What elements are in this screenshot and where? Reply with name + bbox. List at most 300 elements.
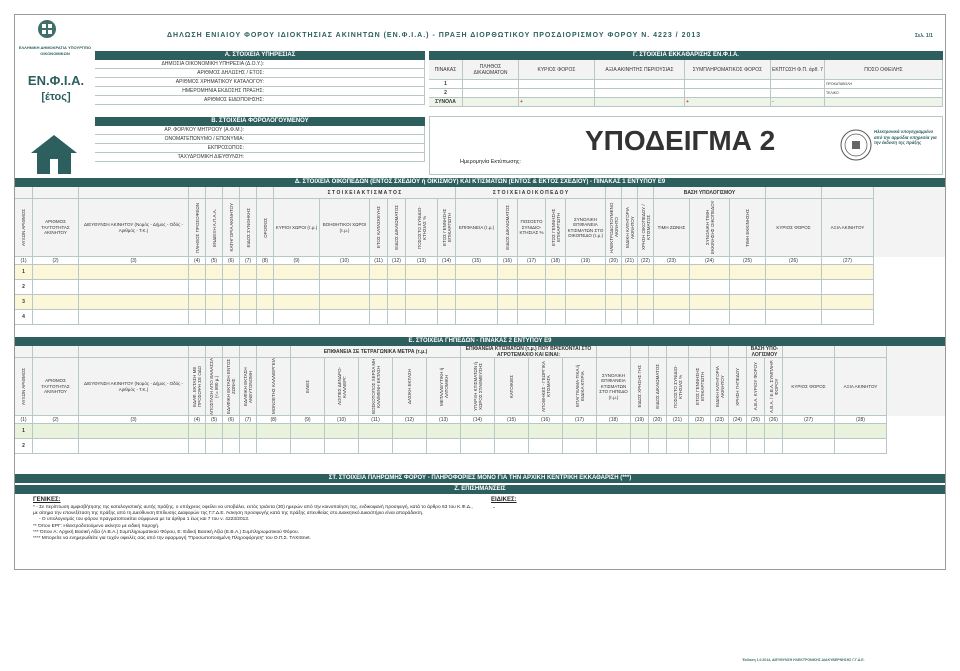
column-header: [747, 358, 765, 416]
note-item: **** Μπορείτε να ενημερωθείτε για τυχόν οφειλές σας από την εφαρμογή "Προσωποποιημένη Πληροφόρηση" του Ο.Π.Σ. TAXISnet.: [33, 536, 311, 542]
table-cell: [822, 310, 874, 325]
house-icon: [29, 133, 79, 175]
section-g-cell: [519, 80, 595, 89]
column-number: (9): [274, 257, 320, 265]
section-a-label: ΑΡΙΘΜΟΣ ΕΙΔΟΠΟΙΗΣΗΣ:: [95, 96, 265, 105]
column-header: [835, 358, 887, 416]
table-cell: [638, 310, 654, 325]
group-header-blank: [257, 346, 291, 358]
table-cell: [223, 424, 240, 439]
section-g-cell: [825, 98, 943, 107]
table-row: [15, 295, 945, 310]
table-row: [15, 265, 945, 280]
table-cell: [456, 295, 498, 310]
table-cell: [388, 295, 406, 310]
column-header: [690, 199, 730, 257]
table-cell: [370, 265, 388, 280]
minus-sign: -: [771, 98, 825, 107]
group-header-blank: [667, 346, 689, 358]
column-header: [766, 199, 822, 257]
section-b-value: [245, 153, 425, 162]
column-header: [461, 358, 495, 416]
table-cell: [33, 310, 79, 325]
group-header-blank: [33, 187, 79, 199]
group-header-blank: [79, 346, 189, 358]
column-number: (22): [638, 257, 654, 265]
table-cell: [747, 424, 765, 439]
column-header: [223, 199, 240, 257]
table-cell: [654, 295, 690, 310]
table-cell: [33, 280, 79, 295]
table-cell: [320, 280, 370, 295]
table-cell: [649, 424, 667, 439]
group-header: Σ Τ Ο Ι Χ Ε Ι Α Ο Ι Κ Ο Π Ε Δ Ο Υ: [456, 187, 606, 199]
column-header-label: ΛΟΙΠΕΣ ΔΕΝΔΡΟ-ΚΑΛΛΙΕΡΓ.: [336, 367, 347, 406]
column-header-label: ΕΙΔΟΣ ΣΥΝΘΗΚΗΣ: [245, 207, 251, 248]
column-header-label: ΕΝΔΕΙΞΗ Α.Π.Α.Α.: [211, 208, 217, 247]
table-row: [15, 439, 945, 454]
table-cell: [223, 310, 240, 325]
note-item: * - Σε περίπτωση αμφισβήτησης της καταλογιστικής αυτής πράξης, ο υπόχρεος οφείλει να υποβάλει, εντός τριάντα (30) ημερών από την κοινοποίηση της, ενδικοφανή προσφυγή, κατά το άρθρο 63 του Κ.Φ.Δ., με αίτημα την επανεξέταση της πράξης από τη Διεύθυνση Επίλυσης Διαφορών της Γ.Γ.Δ.Ε. Άσκηση προσφυγής κατά της πράξης απευθείας στο Διοικητικό Δικαστήριο είναι απαράδεκτη.: [33, 505, 473, 517]
table-cell: [649, 439, 667, 454]
column-header: [498, 199, 518, 257]
table-cell: [638, 295, 654, 310]
column-number: (16): [529, 416, 563, 424]
section-b-title: Β. ΣΤΟΙΧΕΙΑ ΦΟΡΟΛΟΓΟΥΜΕΝΟΥ: [95, 117, 425, 126]
section-a-rows: [95, 60, 425, 105]
table-cell: [388, 310, 406, 325]
section-g-cell: [771, 89, 825, 98]
column-header-label: ΔΙΕΥΘΥΝΣΗ ΑΚΙΝΗΤΟΥ (Νομός - Δήμος - Οδός - Αριθμός - Τ.Κ.): [83, 222, 184, 233]
column-header: [563, 358, 597, 416]
section-a-value: [265, 69, 425, 78]
group-header-row: [15, 346, 945, 358]
table-cell: [291, 424, 325, 439]
section-g-cell: [463, 89, 519, 98]
table-cell: [563, 424, 597, 439]
table-cell: [498, 265, 518, 280]
table-cell: [320, 265, 370, 280]
table-cell: [498, 280, 518, 295]
ministry-name: ΕΛΛΗΝΙΚΗ ΔΗΜΟΚΡΑΤΙΑ ΥΠΟΥΡΓΕΙΟ ΟΙΚΟΝΟΜΙΚΩΝ: [18, 45, 92, 56]
table-cell: [495, 439, 529, 454]
column-header: [257, 358, 291, 416]
group-header-blank: [729, 346, 747, 358]
column-header: [456, 199, 498, 257]
column-number: (26): [765, 416, 783, 424]
table-cell: [257, 295, 274, 310]
row-number: 2: [15, 280, 33, 295]
table-cell: [765, 424, 783, 439]
column-header-label: ΑΠΟΣΤΑΣΗ ΑΠΟ ΘΑΛΑΣΣΑ (<= 800 μ.): [209, 358, 219, 415]
column-number: (23): [711, 416, 729, 424]
column-number: (22): [689, 416, 711, 424]
column-header-label: ΕΔΑΦΙΚΗ ΕΚΤΑΣΗ ΑΝΕΥΤΟΝΟΜΗ: [243, 367, 253, 406]
column-header: [33, 358, 79, 416]
table-cell: [240, 424, 257, 439]
column-header-label: ΣΥΝΟΛΙΚΗ ΤΙΜΗ ΕΚΚΙΝΗΣΗΣ ΟΙΚΟΠΕΔΟΥ: [704, 200, 715, 255]
section-a-title: Α. ΣΤΟΙΧΕΙΑ ΥΠΗΡΕΣΙΑΣ: [95, 51, 425, 60]
table-cell: [438, 295, 456, 310]
table-cell: [79, 280, 189, 295]
table-cell: [822, 280, 874, 295]
column-number: (10): [320, 257, 370, 265]
table-cell: [606, 265, 622, 280]
table-cell: [206, 295, 223, 310]
table-cell: [189, 280, 206, 295]
special-notes-value: -: [493, 505, 495, 511]
table-cell: [747, 439, 765, 454]
column-header-label: ΠΛΗΘΟΣ ΠΡΟΣΟΨΕΩΝ: [194, 202, 200, 253]
column-header-label: ΔΑΣΙΚΗ ΕΚΤΑΣΗ: [407, 369, 412, 404]
sample-watermark: ΥΠΟΔΕΙΓΜΑ 2: [585, 125, 776, 156]
group-header: ΕΠΙΦΑΝΕΙΑ ΚΤΙΣΜΑΤΩΝ (τ.μ.) ΠΟΥ ΒΡΙΣΚΟΝΤΑΙ ΣΤΟ ΑΓΡΟΤΕΜΑΧΙΟ ΚΑΙ ΕΙΝΑΙ:: [461, 346, 597, 358]
footer-version: Έκδοση 1.0.2014, ΔΙΕΥΘΥΝΣΗ ΗΛΕΚΤΡΟΝΙΚΗΣ ΔΙΑΚΥΒΕΡΝΗΣΗΣ Γ.Γ.Δ.Ε.: [742, 658, 865, 662]
table-row: [15, 280, 945, 295]
table-cell: [566, 295, 606, 310]
section-g-cell: [519, 89, 595, 98]
table-cell: [388, 280, 406, 295]
column-header-label: ΕΙΔΟΣ ΔΙΚΑΙΩΜΑΤΟΣ: [655, 364, 660, 409]
column-header-row: [15, 358, 945, 416]
column-header: [274, 199, 320, 257]
group-header-blank: [223, 346, 240, 358]
column-header: [223, 358, 240, 416]
column-header: [79, 199, 189, 257]
table-cell: [206, 265, 223, 280]
column-number: (25): [730, 257, 766, 265]
table-cell: [667, 424, 689, 439]
section-e-table: [15, 346, 945, 454]
table-cell: [206, 310, 223, 325]
table-cell: [257, 424, 291, 439]
tax-document: [14, 14, 946, 570]
section-b-value: [245, 135, 425, 144]
column-header-label: ΑΞΙΑ ΑΚΙΝΗΤΟΥ: [830, 224, 865, 230]
table-cell: [189, 310, 206, 325]
column-header-label: ΚΥΡΙΟΣ ΦΟΡΟΣ: [776, 224, 811, 230]
column-number: (13): [406, 257, 438, 265]
column-header: [546, 199, 566, 257]
table-cell: [393, 424, 427, 439]
year-label: [έτος]: [41, 91, 71, 103]
table-cell: [257, 310, 274, 325]
column-header-label: ΚΑΤΟΙΚΙΕΣ: [509, 374, 514, 399]
column-number: (5): [206, 257, 223, 265]
column-header: [529, 358, 563, 416]
column-header: [822, 199, 874, 257]
column-header-label: ΑΡΙΘΜΟΣ ΤΑΥΤΟΤΗΤΑΣ ΑΚΙΝΗΤΟΥ: [41, 219, 70, 236]
section-g-cell: [595, 80, 685, 89]
group-header-blank: [822, 187, 874, 199]
column-header: [765, 358, 783, 416]
table-cell: [566, 310, 606, 325]
table-cell: [33, 439, 79, 454]
column-header: [783, 358, 835, 416]
section-b-value: [245, 126, 425, 135]
group-header-blank: [15, 346, 33, 358]
table-cell: [461, 439, 495, 454]
plus-sign: +: [685, 98, 771, 107]
column-header-label: ΧΡΗΣΗ ΓΗΠΕΔΟΥ: [735, 367, 740, 406]
table-cell: [370, 280, 388, 295]
section-g-col: ΣΥΜΠΛΗΡΩΜΑΤΙΚΟΣ ΦΟΡΟΣ: [685, 60, 771, 80]
group-header-blank: [638, 187, 654, 199]
table-cell: [406, 295, 438, 310]
table-cell: [546, 295, 566, 310]
group-header: Σ Τ Ο Ι Χ Ε Ι Α Κ Τ Ι Σ Μ Α Τ Ο Σ: [274, 187, 456, 199]
section-a-value: [265, 78, 425, 87]
column-number: (2): [33, 257, 79, 265]
column-number: (2): [33, 416, 79, 424]
column-header: [15, 199, 33, 257]
column-header-label: ΧΡΗΣΗ ΟΙΚΟΠΕΔΟΥ / ΚΤΙΣΜΑΤΟΣ: [640, 204, 651, 251]
column-number: (14): [461, 416, 495, 424]
section-b-label: ΑΡ. ΦΟΡ/ΚΟΥ ΜΗΤΡΩΟΥ (Α.Φ.Μ.):: [95, 126, 245, 135]
column-header-label: ΕΔΑΦΙΚΗ ΕΚΤΑΣΗ ΕΝΤΟΣ ΖΩΝΗΣ: [226, 358, 236, 415]
table-cell: [766, 295, 822, 310]
column-number: (24): [729, 416, 747, 424]
note-item: *** Όπου Α: Αρχική Βασική Αξία (Α.Β.Α.) Συμπληρωματικού Φόρου, Ε: Ειδική Βασική Αξία (Ε.Β.Α.) Συμπληρωματικού Φόρου.: [33, 529, 299, 535]
column-header-label: ΠΟΣΟΣΤΟ ΣΥΝΙΔΙΟ-ΚΤΗΣΙΑΣ %: [416, 206, 427, 249]
column-number: (10): [325, 416, 359, 424]
table-cell: [566, 280, 606, 295]
column-header-label: Α.Β.Α. ΚΥΡΙΟΥ ΦΟΡΟΥ: [753, 362, 758, 411]
column-header-label: ΕΙΔΟΣ ΔΙΚΑΙΩΜΑΤΟΣ: [394, 205, 399, 250]
group-header: ΕΠΙΦΑΝΕΙΑ ΣΕ ΤΕΤΡΑΓΩΝΙΚΑ ΜΕΤΡΑ (τ.μ.): [291, 346, 461, 358]
section-a-value: [265, 60, 425, 69]
column-header: [711, 358, 729, 416]
table-cell: [783, 439, 835, 454]
column-number: (7): [240, 257, 257, 265]
table-cell: [597, 439, 631, 454]
table-cell: [518, 295, 546, 310]
table-cell: [498, 295, 518, 310]
column-header: [427, 358, 461, 416]
page-title: ΔΗΛΩΣΗ ΕΝΙΑΙΟΥ ΦΟΡΟΥ ΙΔΙΟΚΤΗΣΙΑΣ ΑΚΙΝΗΤΩΝ (ΕΝ.Φ.Ι.Α.) - ΠΡΑΞΗ ΔΙΟΡΘΩΤΙΚΟΥ ΠΡΟΣΔΙΟΡΙΣΜΟΥ ΦΟΡΟΥ Ν. 4223 / 2013: [167, 32, 702, 39]
column-header: [189, 199, 206, 257]
table-cell: [206, 424, 223, 439]
row-number: 1: [15, 424, 33, 439]
column-number: (8): [257, 416, 291, 424]
section-g-col: ΠΛΗΘΟΣ ΔΙΚΑΙΩΜΑΤΩΝ: [463, 60, 519, 80]
column-number: (20): [606, 257, 622, 265]
table-cell: [606, 280, 622, 295]
table-cell: [406, 280, 438, 295]
table-cell: [240, 280, 257, 295]
column-number: (3): [79, 257, 189, 265]
table-cell: [406, 265, 438, 280]
group-header-blank: [189, 346, 206, 358]
table-cell: [667, 439, 689, 454]
column-header-label: ΒΟΗΘΗΤΙΚΟΙ ΧΩΡΟΙ (τ.μ.): [322, 222, 367, 233]
table-cell: [359, 439, 393, 454]
group-header-blank: [783, 346, 835, 358]
column-header-label: ΣΥΝΟΛΙΚΗ ΕΠΙΦΑΝΕΙΑ ΚΤΙΣΜΑΤΩΝ ΣΤΟ ΟΙΚΟΠΕΔΟ (τ.μ.): [567, 216, 604, 238]
column-header: [325, 358, 359, 416]
general-notes: [33, 505, 473, 542]
seal-note: Ηλεκτρονικά υπογεγραμμένο από την αρμόδια υπηρεσία για την έκδοση της πράξης: [874, 129, 937, 145]
column-number: (4): [189, 257, 206, 265]
group-header-blank: [622, 187, 638, 199]
column-number: (20): [649, 416, 667, 424]
column-header-label: ΚΑΤΗΓΟΡΙΑ ΑΚΙΝΗΤΟΥ: [228, 203, 234, 252]
column-number: (11): [359, 416, 393, 424]
table-cell: [622, 265, 638, 280]
section-b-label: ΕΚΠΡΟΣΩΠΟΣ:: [95, 144, 245, 153]
table-cell: [406, 310, 438, 325]
table-cell: [274, 265, 320, 280]
column-header-label: ΥΠΑΡΞΗ ΚΤΙΣΜΑΤΩΝ ή ΧΩΡΟΣ ΣΤΑΘΜΕΥΣΗΣ: [472, 362, 483, 411]
column-header: [240, 358, 257, 416]
table-cell: [291, 439, 325, 454]
table-cell: [766, 265, 822, 280]
column-number: (1): [15, 416, 33, 424]
column-header: [730, 199, 766, 257]
table-cell: [257, 439, 291, 454]
table-cell: [518, 265, 546, 280]
table-cell: [79, 265, 189, 280]
column-number: (18): [597, 416, 631, 424]
page-number: Σελ. 1/1: [915, 33, 933, 39]
column-number-row: [15, 257, 945, 265]
table-cell: [606, 295, 622, 310]
section-d-table: [15, 187, 945, 325]
table-cell: [622, 295, 638, 310]
group-header-blank: [223, 187, 240, 199]
column-header: [320, 199, 370, 257]
column-header-label: ΜΕΤΑΛΛΕΥΤΙΚΗ ή ΛΑΤΟΜΙΚΗ: [438, 367, 449, 406]
column-header: [206, 358, 223, 416]
table-cell: [729, 439, 747, 454]
table-cell: [240, 439, 257, 454]
note-item: ** Όπου ΕΡΓ: Ηλεκτροδοτούμενο ακίνητο με ειδική παροχή.: [33, 523, 160, 529]
group-header-blank: [15, 187, 33, 199]
column-header: [79, 358, 189, 416]
column-number: (8): [257, 257, 274, 265]
table-cell: [690, 265, 730, 280]
table-cell: [730, 280, 766, 295]
group-header-blank: [631, 346, 649, 358]
column-number: (13): [427, 416, 461, 424]
table-cell: [690, 280, 730, 295]
table-cell: [518, 310, 546, 325]
section-g-col: ΚΥΡΙΟΣ ΦΟΡΟΣ: [519, 60, 595, 80]
column-header: [189, 358, 206, 416]
table-cell: [766, 280, 822, 295]
table-cell: [189, 295, 206, 310]
column-header-label: ΠΟΣΟΣΤΟ ΣΥΝΙΔΙΟ-ΚΤΗΣΙΑΣ %: [672, 365, 683, 408]
table-cell: [456, 310, 498, 325]
column-header-row: [15, 199, 945, 257]
group-header-blank: [835, 346, 887, 358]
column-header-label: ΒΟΣΚΟΤΟΠΟΣ ΧΕΡΣΑ ΜΗ ΚΑΛ/ΜΕΝΗ ΕΚΤΑΣΗ: [370, 358, 381, 415]
table-cell: [388, 265, 406, 280]
column-header: [257, 199, 274, 257]
column-number: (7): [240, 416, 257, 424]
column-header-label: ΠΟΣΟΣΤΟ ΣΥΝΙΔΙΟ-ΚΤΗΣΙΑΣ %: [519, 219, 544, 236]
column-header-label: ΟΡΟΦΟΣ: [262, 217, 268, 238]
table-cell: [711, 439, 729, 454]
column-header: [689, 358, 711, 416]
column-number: (14): [438, 257, 456, 265]
column-header: [406, 199, 438, 257]
table-cell: [622, 280, 638, 295]
column-header-label: ΜΟΝΟΕΤΗΣ ΚΑΛΛΙΕΡΓΕΙΑ: [271, 358, 276, 415]
column-header: [518, 199, 546, 257]
section-a-label: ΑΡΙΘΜΟΣ ΧΡΗΜΑΤΙΚΟΥ ΚΑΤΑΛΟΓΟΥ:: [95, 78, 265, 87]
column-header: [654, 199, 690, 257]
table-cell: [631, 424, 649, 439]
column-number: (28): [835, 416, 887, 424]
column-header: [597, 358, 631, 416]
column-header: [359, 358, 393, 416]
table-cell: [359, 424, 393, 439]
column-number: (11): [370, 257, 388, 265]
section-g-cell: [595, 98, 685, 107]
table-cell: [240, 265, 257, 280]
table-cell: [274, 295, 320, 310]
table-cell: [206, 439, 223, 454]
column-header-label: ΕΙΔΙΚΗ ΚΑΤΗΓΟΡΙΑ ΑΚΙΝΗΤΟΥ: [624, 207, 635, 248]
table-cell: [223, 295, 240, 310]
table-cell: [563, 439, 597, 454]
column-header-label: ΗΛΕΚΤΡΟΔΟΤΟΥΜΕΝΟ ΑΚΙΝΗΤΟ: [608, 202, 619, 253]
table-cell: [438, 280, 456, 295]
table-cell: [546, 280, 566, 295]
column-number: (24): [690, 257, 730, 265]
seal-icon: [840, 129, 872, 161]
table-cell: [206, 280, 223, 295]
section-g-col: ΑΞΙΑ ΑΚΙΝΗΤΗΣ ΠΕΡΙΟΥΣΙΑΣ: [595, 60, 685, 80]
table-cell: [783, 424, 835, 439]
table-cell: [320, 310, 370, 325]
table-cell: [597, 424, 631, 439]
column-header-label: ΕΤΟΣ ΓΕΝΝΗΣΗΣ ΕΠΙΚΑΡΠΩΤΗ: [550, 208, 561, 247]
table-cell: [223, 280, 240, 295]
table-cell: [638, 280, 654, 295]
column-header: [206, 199, 223, 257]
column-header-label: Α.Β.Α. / Ε.Β.Α. ΣΥΜΠΛΗΡ. ΦΟΡΟΥ: [768, 359, 779, 414]
section-g-col: ΠΟΣΟ ΟΦΕΙΛΗΣ: [825, 60, 943, 80]
group-header-blank: [711, 346, 729, 358]
table-cell: [240, 295, 257, 310]
table-cell: [654, 265, 690, 280]
column-number-row: [15, 416, 945, 424]
table-cell: [529, 439, 563, 454]
column-header-label: ΕΙΔΟΣ ΔΙΚΑΙΩΜΑΤΟΣ: [505, 205, 510, 250]
table-cell: [257, 280, 274, 295]
section-g-cell: [463, 98, 519, 107]
table-cell: [438, 265, 456, 280]
table-cell: [546, 265, 566, 280]
column-number: (5): [206, 416, 223, 424]
table-cell: [835, 424, 887, 439]
column-number: (12): [388, 257, 406, 265]
table-cell: [274, 280, 320, 295]
table-row: [15, 424, 945, 439]
table-cell: [654, 310, 690, 325]
section-d-title: Δ. ΣΤΟΙΧΕΙΑ ΟΙΚΟΠΕΔΩΝ (ΕΝΤΟΣ ΣΧΕΔΙΟΥ ή ΟΙΚΙΣΜΟΥ) ΚΑΙ ΚΤΙΣΜΑΤΩΝ (ΕΝΤΟΣ & ΕΚΤΟΣ ΣΧΕΔΙΟΥ) - ΠΙΝΑΚΑΣ 1 ΕΝΤΥΠΟΥ Ε9: [15, 178, 945, 187]
section-g-col: ΕΚΠΤΩΣΗ Φ.Π. άρθ. 7: [771, 60, 825, 80]
column-number: (17): [518, 257, 546, 265]
section-g-table: [429, 60, 943, 107]
column-header-label: ΕΛΙΕΣ: [305, 379, 310, 394]
row-number: 4: [15, 310, 33, 325]
column-header: [388, 199, 406, 257]
column-header: [606, 199, 622, 257]
group-header-blank: [257, 187, 274, 199]
